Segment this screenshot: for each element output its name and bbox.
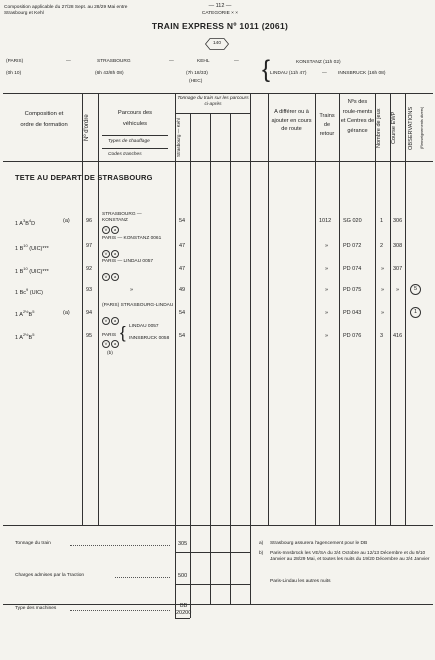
footer-tonnage-label: Tonnage du train [15, 541, 51, 546]
row-jeux: » [381, 287, 385, 293]
heating-a: a [111, 317, 119, 325]
row-obs-circle: 5 [410, 284, 421, 295]
header-parcours: Parcours des véhicules [117, 110, 153, 127]
leader-dots [70, 545, 170, 546]
route-strasbourg: STRASBOURG [97, 59, 131, 64]
row-lindau: LINDAU 0057 [129, 324, 159, 329]
row-tonnage: 54 [179, 310, 186, 316]
table-header-bottom [3, 161, 433, 162]
route-kehl-note: (HEC) [189, 79, 203, 84]
row-ordre: 96 [86, 218, 93, 224]
leader-dots [70, 610, 170, 611]
route-strasbourg-time: (6h 43/8h 08) [95, 71, 124, 76]
route-dash-3: — [234, 59, 239, 64]
route-paris-time: (0h 10) [6, 71, 22, 76]
row-obs-circle: 1 [410, 307, 421, 318]
route-dash-4: — [322, 71, 327, 76]
row-parcours: PARIS — KONSTANZ 0061 [102, 236, 162, 241]
row-tonnage: 54 [179, 218, 186, 224]
table-bottom-border [3, 604, 433, 605]
heating-a: a [111, 340, 119, 348]
row-course: 416 [393, 333, 403, 339]
row-ordre: 97 [86, 243, 93, 249]
header-strasbourg-kehl: Strasbourg — Kehl [176, 118, 181, 157]
col-line [175, 600, 176, 618]
row-heating [102, 250, 120, 258]
route-dash-1: — [66, 59, 71, 64]
col-line [190, 113, 191, 604]
row-ordre: 95 [86, 333, 93, 339]
header-course-ewp: Course EWP [391, 111, 397, 145]
row-composition: 1 $A^{2\frac{1}{2}}B^5$ [15, 332, 35, 341]
col-line [82, 93, 83, 525]
route-paris: (PARIS) [6, 59, 24, 64]
note-a-key: a) [259, 541, 264, 546]
row-heating [102, 317, 120, 325]
row-parcours: PARIS [102, 333, 117, 338]
leader-dots [115, 577, 170, 578]
row-mark: (a) [63, 218, 70, 224]
header-observations-sub: (Renseignements divers) [420, 106, 424, 150]
row-jeux: » [381, 310, 385, 316]
row-roulement: PD 075 [343, 287, 362, 293]
row-roulement: PD 074 [343, 266, 362, 272]
row-parcours: PARIS — LINDAU 0057 [102, 259, 154, 264]
col-line [405, 93, 406, 525]
row-course: 307 [393, 266, 403, 272]
heating-v: V [102, 250, 110, 258]
page-number: — 112 — [208, 3, 232, 9]
note-b-key: b) [259, 551, 264, 556]
note-b: Paris-Innsbrück les VE/SA du 3/4 Octobre au 12/13 Décembre et du 9/10 Janvier au 28/29 Mai, et toutes les nuits du 19/20 Décembre au 3/4 Janvier [270, 551, 430, 562]
header-a-differer: A différer ou à ajouter en cours de route [271, 109, 312, 132]
col-line [190, 600, 191, 618]
footer-line [175, 552, 250, 553]
row-course: » [396, 287, 400, 293]
col-line [175, 93, 176, 604]
header-nombre-jeux: Nombre de jeux [376, 108, 382, 148]
row-tonnage: 47 [179, 243, 186, 249]
row-ordre: 94 [86, 310, 93, 316]
heating-v: V [102, 226, 110, 234]
parcours-subline-1 [102, 135, 168, 136]
footer-machines-value-1: BB [180, 603, 188, 609]
footer-charges-value: 500 [178, 573, 188, 579]
row-roulement: PD 076 [343, 333, 362, 339]
note-b2: Paris-Lindau les autres nuits [270, 579, 331, 584]
col-line [210, 113, 211, 604]
route-kehl: KEHL [197, 59, 210, 64]
route-brace: { [262, 56, 271, 83]
row-tonnage: 49 [179, 287, 186, 293]
footer-line [175, 618, 190, 619]
col-line [315, 93, 316, 525]
row-retour: » [325, 287, 329, 293]
row-jeux: » [381, 266, 385, 272]
row-ordre: 92 [86, 266, 93, 272]
row-mark: (a) [63, 310, 70, 316]
col-line [250, 93, 251, 604]
row-retour: » [325, 266, 329, 272]
badge-number: 140 [212, 41, 221, 46]
header-types-chauffage: Types de chauffage [108, 139, 150, 144]
category: CATEGORIE × × [201, 11, 239, 16]
route-lindau: LINDAU (11h 47) [270, 71, 307, 76]
heating-v: V [102, 340, 110, 348]
header-trains-retour: Trains de retour [319, 113, 335, 137]
row-jeux: 3 [380, 333, 384, 339]
row-heating [102, 273, 120, 281]
row-parcours: » [130, 287, 134, 293]
row-heating [102, 226, 120, 234]
col-line [268, 93, 269, 525]
row-parcours: STRASBOURG — KONSTANZ [102, 212, 142, 223]
header-tonnage: Tonnage du train sur les parcours ci-après [177, 96, 249, 107]
composition-note: Composition applicable du 27/28 Sept. au 28/29 Mai entre Strasbourg et Kehl [4, 5, 128, 16]
table-top-border [3, 93, 433, 94]
row-ordre: 93 [86, 287, 93, 293]
heating-v: V [102, 273, 110, 281]
header-roulements: Nºs des roule-ments et Centres de gérance [340, 99, 375, 134]
route-konstanz: KONSTANZ (11h 02) [296, 60, 341, 65]
heating-v: V [102, 317, 110, 325]
footer-tonnage-value: 305 [178, 541, 188, 547]
row-tonnage: 47 [179, 266, 186, 272]
row-roulement: SG 020 [343, 218, 362, 224]
header-no-ordre: Nº d'ordre [84, 114, 90, 141]
row-composition: 1 $B^{10}$ (UIC)*** [15, 266, 49, 275]
row-note-b: (b) [107, 351, 113, 356]
heating-a: a [111, 226, 119, 234]
row-roulement: PD 043 [343, 310, 362, 316]
route-kehl-time: (7h 18/33) [186, 71, 208, 76]
row-composition: 1 Bc$^9$ (UIC) [15, 287, 43, 296]
row-jeux: 1 [380, 218, 384, 224]
tonnage-subline [175, 113, 250, 114]
footer-machines-value-2: 20200 [176, 610, 192, 616]
col-line [98, 93, 99, 525]
parcours-subline-2 [102, 148, 168, 149]
row-retour: » [325, 310, 329, 316]
footer-charges-label: Charges admises par la Traction [15, 573, 85, 578]
row-course: 306 [393, 218, 403, 224]
row-composition: 1 $A^3B^4D$ [15, 218, 36, 227]
row-brace: { [120, 323, 126, 342]
row-composition: 1 $A^{2\frac{1}{2}}B^5$ [15, 309, 35, 318]
header-composition: Composition et ordre de formation [20, 111, 68, 128]
row-composition: 1 $B^{10}$ (UIC)*** [15, 243, 49, 252]
col-line [339, 93, 340, 525]
section-title: TETE AU DEPART DE STRASBOURG [15, 173, 153, 182]
row-innsbruck: INNSBRUCK 0058 [129, 336, 170, 341]
row-course: 308 [393, 243, 403, 249]
col-line [390, 93, 391, 525]
footer-line [175, 584, 250, 585]
route-dash-2: — [169, 59, 174, 64]
row-heating [102, 340, 120, 348]
row-tonnage: 54 [179, 333, 186, 339]
row-roulement: PD 072 [343, 243, 362, 249]
header-observations: OBSERVATIONS [408, 106, 414, 150]
note-a: Strasbourg assurera l'agencement pour le DB [270, 541, 368, 546]
footer-machines-label: Type des machines [15, 606, 57, 611]
row-parcours: (PARIS) STRASBOURG-LINDAU [102, 303, 174, 308]
heating-a: a [111, 250, 119, 258]
header-codes-tranches: Codes tranches [108, 152, 142, 157]
table-body-bottom [3, 525, 433, 526]
row-retour: 1012 [319, 218, 332, 224]
route-innsbruck: INNSBRUCK (16h 08) [338, 71, 386, 76]
col-line [230, 113, 231, 604]
col-line [375, 93, 376, 525]
row-retour: » [325, 333, 329, 339]
heating-a: a [111, 273, 119, 281]
page-title: TRAIN EXPRESS Nº 1011 (2061) [151, 21, 289, 31]
row-jeux: 2 [380, 243, 384, 249]
row-retour: » [325, 243, 329, 249]
